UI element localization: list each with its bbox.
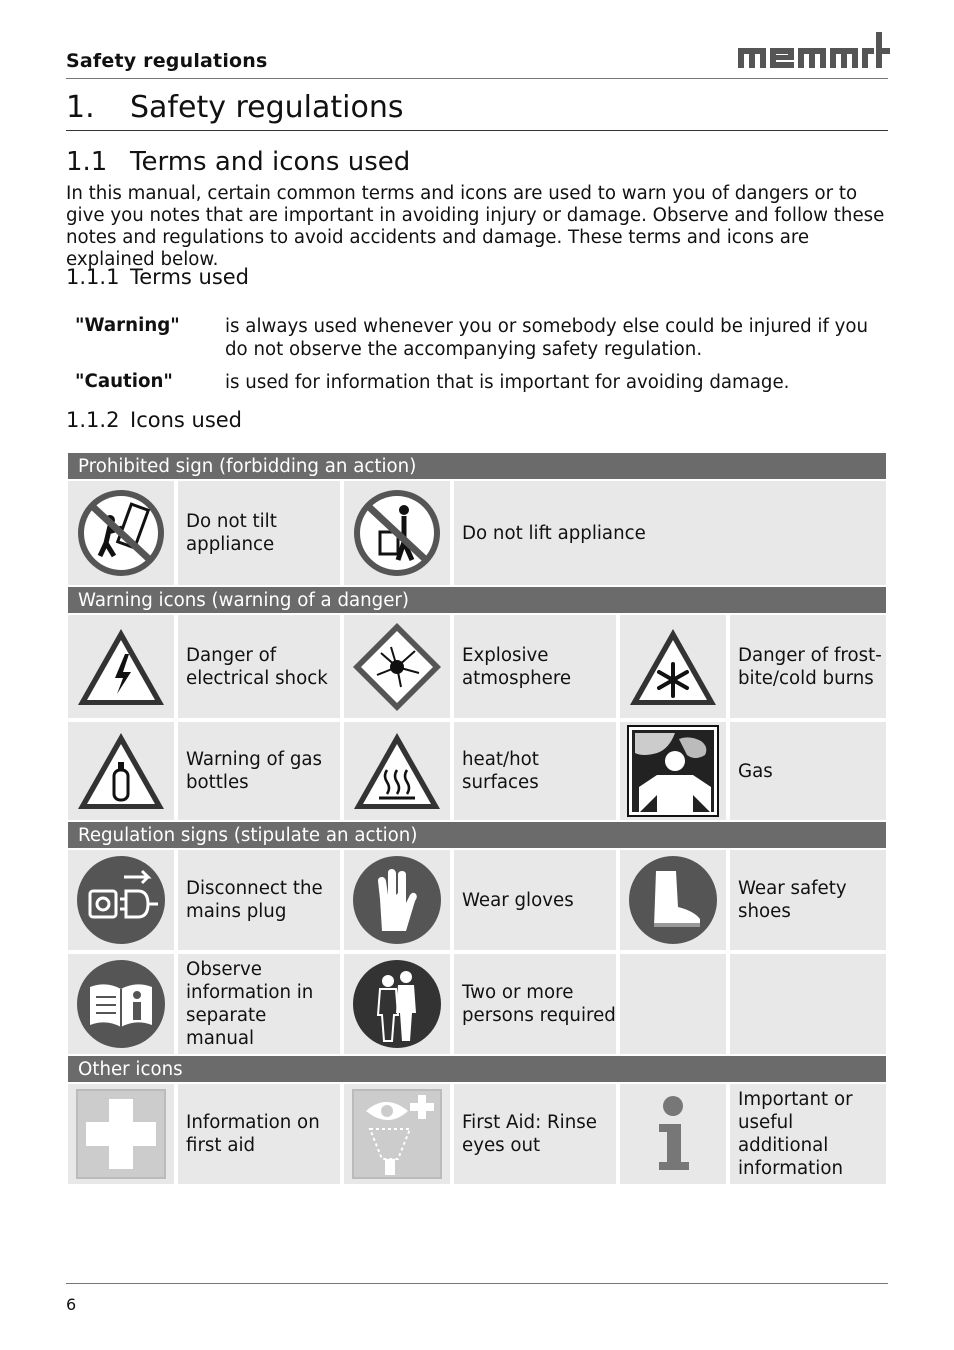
- section-intro: In this manual, certain common terms and icons are used to warn you of dangers or to give you notes that are important in avoiding injury or damage. Observe and follow these notes and regulations to avoid accidents and damage. These terms and icons are explained below.: [66, 183, 885, 270]
- label-electrical-shock: Danger of electrical shock: [176, 613, 342, 720]
- table-row: [66, 848, 888, 952]
- table-row: [66, 613, 888, 720]
- term-warning-definition: is always used whenever you or somebody else could be injured if you do not observe the accompanying safety regulation.: [225, 316, 869, 360]
- explosive-atmosphere-icon: [351, 621, 443, 713]
- frost-bite-icon: [627, 626, 719, 708]
- label-read-manual: Observe information in separate manual: [176, 952, 342, 1056]
- label-safety-shoes: Wear safety shoes: [728, 848, 888, 952]
- band-warning: Warning icons (warning of a danger): [66, 587, 888, 613]
- table-row: [66, 952, 888, 1056]
- chapter-heading: 1. Safety regulations: [66, 90, 404, 125]
- label-hot-surfaces: heat/hot surfaces: [452, 720, 618, 822]
- read-manual-icon: [76, 959, 166, 1049]
- label-frost-bite: Danger of frost-bite/cold burns: [728, 613, 888, 720]
- label-explosive-atmosphere: Explosive atmosphere: [452, 613, 618, 720]
- wear-gloves-icon: [352, 855, 442, 945]
- terms-heading: 1.1.1 Terms used: [66, 265, 250, 289]
- table-row: [66, 1082, 888, 1186]
- no-tilt-icon: [76, 488, 166, 578]
- term-caution: "Caution": [75, 371, 173, 392]
- rinse-eyes-icon: [352, 1089, 442, 1179]
- label-first-aid: Information on first aid: [176, 1082, 342, 1186]
- electrical-shock-icon: [75, 626, 167, 708]
- hot-surface-icon: [351, 730, 443, 812]
- chapter-rule: [66, 130, 888, 131]
- information-icon: [643, 1094, 703, 1174]
- page-number: 6: [66, 1295, 77, 1314]
- label-no-lift: Do not lift appliance: [452, 479, 888, 587]
- footer-rule: [66, 1283, 888, 1284]
- table-row: [66, 479, 888, 587]
- band-regulation: Regulation signs (stipulate an action): [66, 822, 888, 848]
- safety-shoes-icon: [628, 855, 718, 945]
- memmert-logo-icon: [738, 30, 890, 72]
- label-important-info: Important or useful additional information: [728, 1082, 888, 1186]
- gas-icon: [627, 725, 719, 817]
- band-other: Other icons: [66, 1056, 888, 1082]
- no-lift-icon: [352, 488, 442, 578]
- label-gas-bottles: Warning of gas bottles: [176, 720, 342, 822]
- first-aid-cross-icon: [76, 1089, 166, 1179]
- running-header: Safety regulations: [66, 50, 268, 72]
- icons-table: [66, 453, 888, 1186]
- label-no-tilt: Do not tilt appliance: [176, 479, 342, 587]
- label-gas: Gas: [728, 720, 888, 822]
- label-disconnect-plug: Disconnect the mains plug: [176, 848, 342, 952]
- icons-heading: 1.1.2 Icons used: [66, 408, 243, 432]
- empty-cell: [618, 952, 728, 1056]
- header-rule: [66, 78, 888, 79]
- band-prohibited: Prohibited sign (forbidding an action): [66, 453, 888, 479]
- label-two-persons: Two or more persons required: [452, 952, 618, 1056]
- section-heading: 1.1 Terms and icons used: [66, 147, 411, 177]
- disconnect-plug-icon: [76, 855, 166, 945]
- label-rinse-eyes: First Aid: Rinse eyes out: [452, 1082, 618, 1186]
- label-wear-gloves: Wear gloves: [452, 848, 618, 952]
- term-caution-definition: is used for information that is important for avoiding damage.: [225, 372, 790, 393]
- table-row: [66, 720, 888, 822]
- empty-cell: [728, 952, 888, 1056]
- term-warning: "Warning": [75, 315, 180, 336]
- gas-bottle-warning-icon: [75, 730, 167, 812]
- two-persons-icon: [352, 959, 442, 1049]
